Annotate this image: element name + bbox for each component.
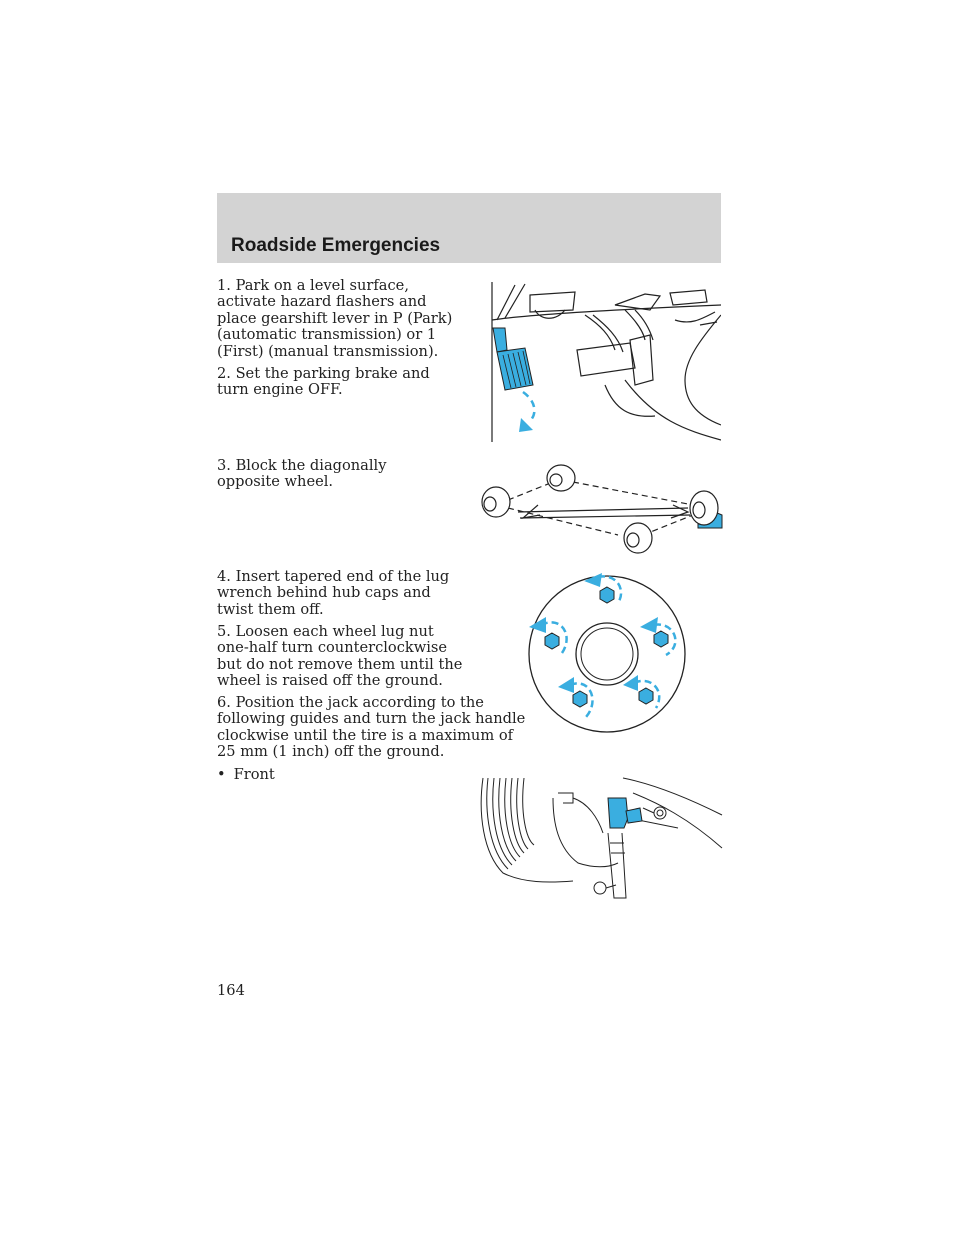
section-title: Roadside Emergencies (231, 235, 441, 256)
wheel-block-illustration (478, 460, 724, 560)
bullet-front (217, 767, 275, 783)
lug-nuts-illustration (526, 573, 690, 735)
front-jack-illustration (478, 773, 724, 905)
page-number: 164 (217, 982, 245, 999)
bullet-marker: • (217, 766, 226, 783)
section-header (217, 193, 721, 263)
step-3-text: 3. Block the diagonally opposite wheel. (217, 457, 387, 491)
step-5-text: 5. Loosen each wheel lug nut one-half turn counterclockwise but do not remove them until the wheel is raised off the ground. (217, 623, 463, 690)
pedals-illustration (485, 280, 721, 445)
step-2-text: 2. Set the parking brake and turn engine OFF. (217, 365, 430, 399)
step-1-text: 1. Park on a level surface, activate hazard flashers and place gearshift lever in P (Park) (automatic transmission) or 1 (First) (manual transmission). (217, 277, 453, 360)
step-4-text: 4. Insert tapered end of the lug wrench behind hub caps and twist them off. (217, 568, 450, 618)
step-6-text: 6. Position the jack according to the following guides and turn the jack handle clockwise until the tire is a maximum of 25 mm (1 inch) off the ground. (217, 694, 526, 761)
bullet-text: Front (233, 766, 275, 783)
